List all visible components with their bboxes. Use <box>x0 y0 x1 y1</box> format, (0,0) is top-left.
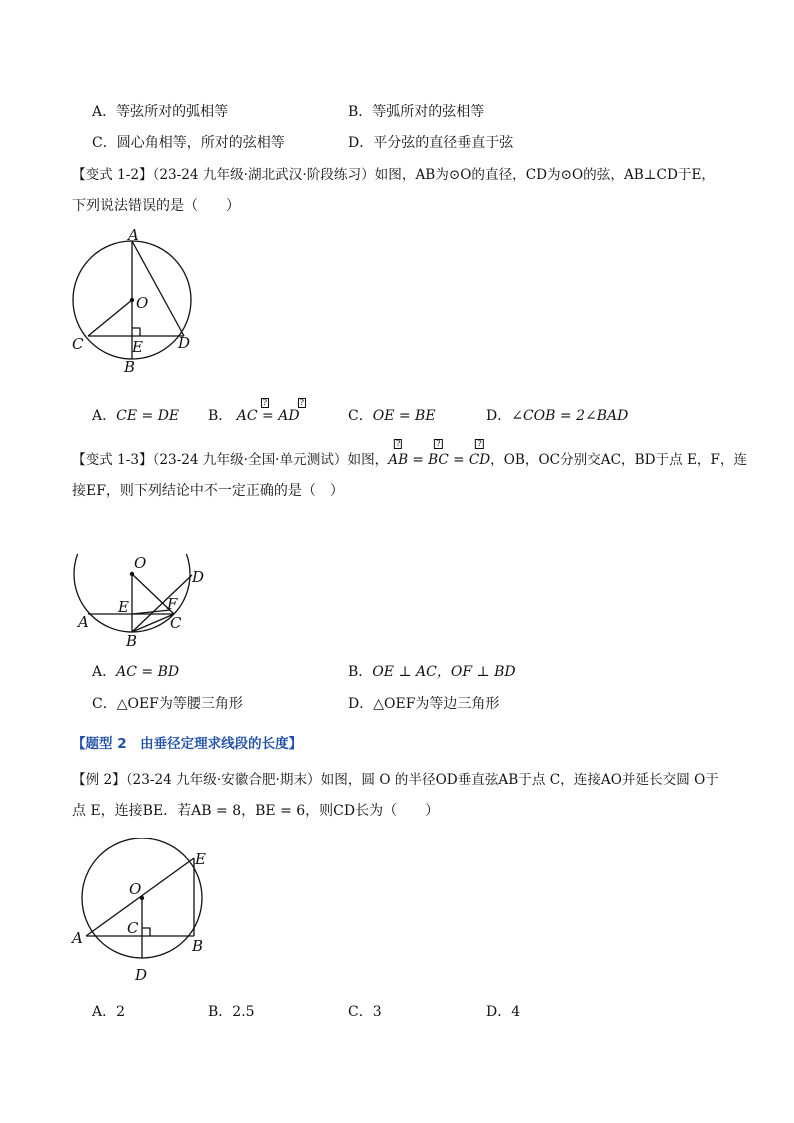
label-o: O <box>134 554 147 572</box>
question-stem: 【变式 1-3】（23-24 九年级·全国·单元测试）如图， ? AB = ? BC = ? CD，OB，OC分别交AC，BD于点 E，F，连 <box>72 439 748 468</box>
figure-circle-1 <box>68 228 208 378</box>
label-e: E <box>132 338 143 356</box>
missing-glyph-icon: ? <box>262 398 268 407</box>
question-tag: 【变式 1-3】 <box>72 452 153 468</box>
label-d: D <box>192 568 205 586</box>
option-c: C．圆心角相等，所对的弦相等 <box>92 135 285 151</box>
section-heading: 【题型 2 由垂径定理求线段的长度】 <box>72 736 303 752</box>
option-b: B．OE ⊥ AC，OF ⊥ BD <box>348 664 516 680</box>
arc-cd: ? CD <box>468 439 491 468</box>
question-stem-line2: 接EF，则下列结论中不一定正确的是（ ） <box>72 483 344 499</box>
label-a: A <box>78 613 89 631</box>
label-d: D <box>178 334 191 352</box>
option-a: A．CE = DE <box>92 408 180 424</box>
arc-bc: ? BC <box>428 439 449 468</box>
label-b: B <box>192 937 204 955</box>
option-b: B．2.5 <box>208 1004 255 1020</box>
option-b: B．等弧所对的弦相等 <box>348 104 485 120</box>
label-b: B <box>124 358 136 376</box>
arc-ab: ? AB <box>388 439 409 468</box>
label-c: C <box>170 614 182 632</box>
label-c: C <box>127 919 139 937</box>
label-e: E <box>118 598 129 616</box>
option-c: C．OE = BE <box>348 408 436 424</box>
label-c: C <box>72 335 84 353</box>
figure-circle-2 <box>66 554 216 654</box>
option-c: C．△OEF为等腰三角形 <box>92 696 243 712</box>
question-tag: 【例 2】 <box>72 772 126 788</box>
label-a: A <box>72 929 83 947</box>
label-o: O <box>129 880 142 898</box>
question-stem-line2: 下列说法错误的是（ ） <box>72 198 240 214</box>
option-d: D．△OEF为等边三角形 <box>348 696 500 712</box>
option-c: C．3 <box>348 1004 382 1020</box>
question-tag: 【变式 1-2】 <box>72 167 153 183</box>
label-b: B <box>126 632 138 650</box>
missing-glyph-icon: ? <box>299 398 305 407</box>
label-o: O <box>136 294 149 312</box>
option-b: B． ? ? AC = AD <box>208 398 305 424</box>
figure-circle-3 <box>66 838 216 988</box>
question-stem-line2: 点 E，连接BE．若AB = 8，BE = 6，则CD长为（ ） <box>72 803 440 819</box>
option-d: D．平分弦的直径垂直于弦 <box>348 135 514 151</box>
label-e: E <box>195 850 206 868</box>
label-a: A <box>128 228 139 244</box>
option-a: A．2 <box>92 1004 126 1020</box>
option-d: D．4 <box>486 1004 521 1020</box>
label-d: D <box>135 966 148 984</box>
option-a: A．AC = BD <box>92 664 180 680</box>
option-d: D．∠COB = 2∠BAD <box>486 408 629 424</box>
option-a: A．等弦所对的弧相等 <box>92 104 229 120</box>
label-f: F <box>167 595 178 613</box>
question-stem: 【变式 1-2】（23-24 九年级·湖北武汉·阶段练习）如图，AB为⊙O的直径，CD为⊙O的弦，AB⊥CD于E， <box>72 167 715 183</box>
question-stem: 【例 2】（23-24 九年级·安徽合肥·期末）如图，圆 O 的半径OD垂直弦AB于点 C，连接AO并延长交圆 O于 <box>72 772 719 788</box>
